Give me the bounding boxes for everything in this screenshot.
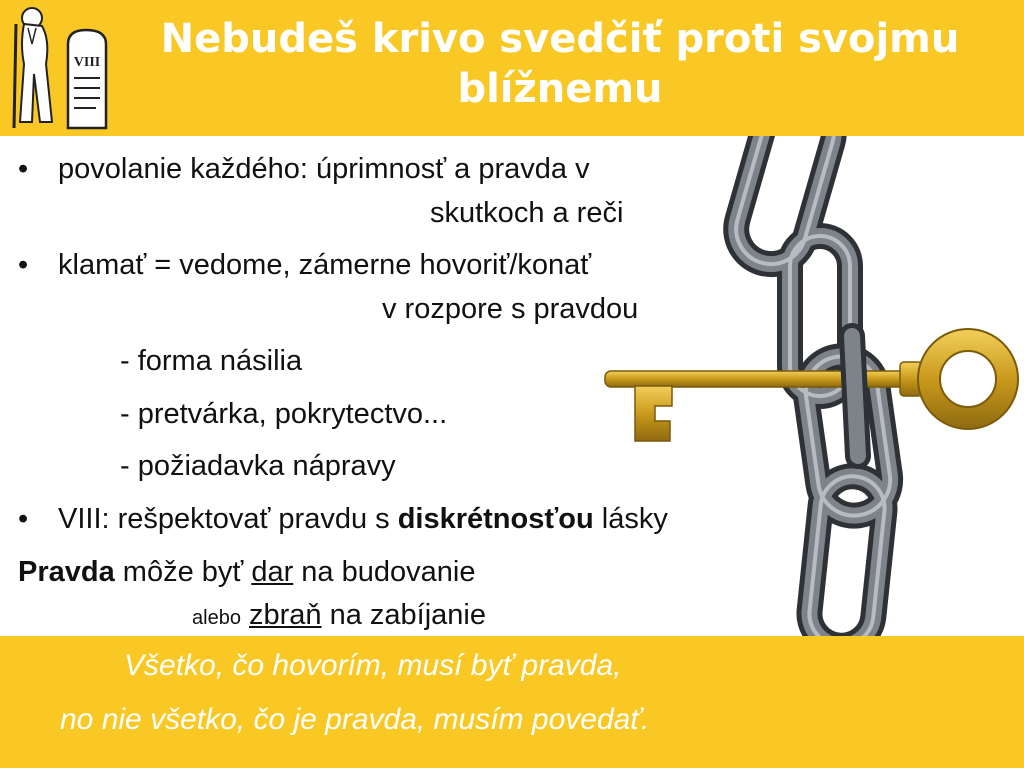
slide-header [0, 0, 1024, 136]
bullet-3 [58, 502, 668, 536]
sub-item-2: - pretvárka, pokrytectvo... [120, 398, 448, 430]
pravda-end: na budovanie [293, 556, 476, 588]
slide-footer [0, 636, 1024, 768]
title-line-2: blížnemu [457, 66, 663, 112]
bullet-marker: • [18, 503, 29, 535]
quote-line-2: no nie všetko, čo je pravda, musím povedať. [60, 703, 650, 736]
bullet-2-line-1: klamať = vedome, zámerne hovoriť/konať [58, 249, 592, 281]
title-line-1: Nebudeš krivo svedčiť proti svojmu [160, 16, 960, 62]
bullet-2-line-2: v rozpore s pravdou [382, 293, 639, 325]
bullet-marker: • [18, 249, 29, 281]
bullet-3-end: lásky [593, 503, 668, 535]
pravda-dar: dar [251, 556, 294, 588]
bullet-marker: • [18, 153, 29, 185]
zbran-word: zbraň [249, 599, 322, 631]
slide-title [110, 14, 1010, 114]
pravda-line [18, 555, 475, 589]
quote-line-1: Všetko, čo hovorím, musí byť pravda, [124, 649, 622, 682]
slide-content [0, 136, 1024, 636]
sub-item-3: - požiadavka nápravy [120, 450, 396, 482]
bullet-1-line-2: skutkoch a reči [430, 197, 624, 229]
alebo-word: alebo [192, 607, 241, 629]
tablet-label: VIII [73, 55, 101, 70]
moses-with-tablet-icon [10, 4, 118, 132]
bullet-3-text: VIII: rešpektovať pravdu s [58, 503, 398, 535]
sub-item-1: - forma násilia [120, 345, 303, 377]
pravda-bold: Pravda [18, 556, 115, 588]
bullet-1-line-1: povolanie každého: úprimnosť a pravda v [58, 153, 590, 185]
zbran-end: na zabíjanie [321, 599, 487, 631]
zbran-line [192, 598, 486, 635]
pravda-mid: môže byť [114, 556, 252, 588]
bullet-3-bold: diskrétnosťou [397, 503, 594, 535]
